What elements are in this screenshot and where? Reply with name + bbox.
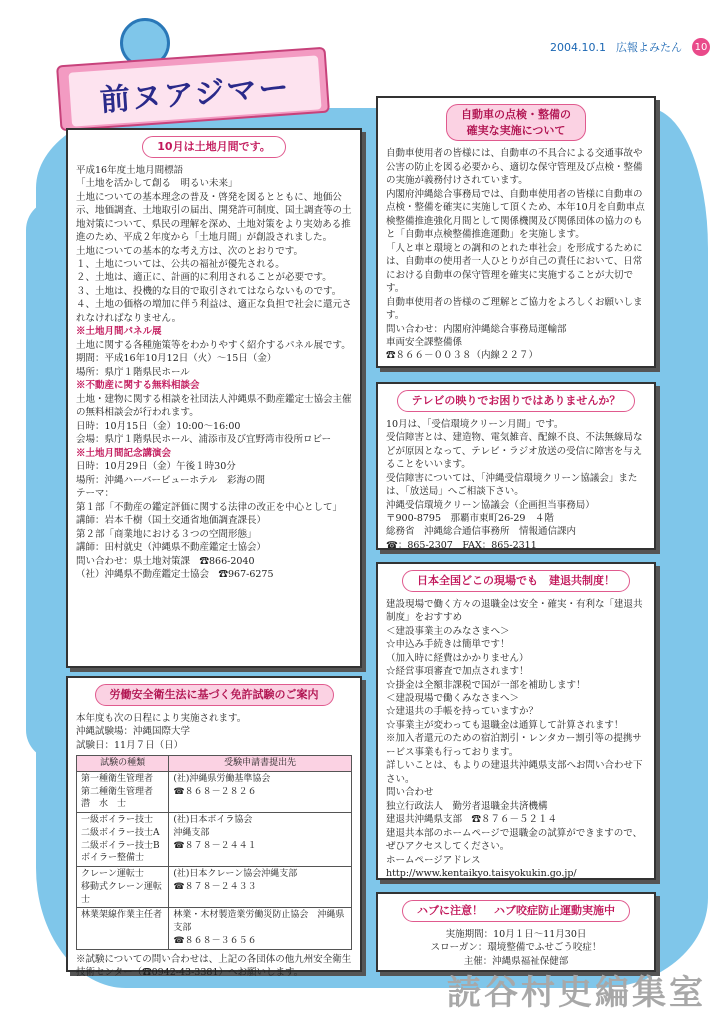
car-check-title: 自動車の点検・整備の 確実な実施について [446, 104, 586, 141]
exam-submit-cell: (社)日本ボイラ協会 沖縄支部 ☎８７８－２４４１ [169, 813, 352, 867]
tv-reception-line: 総務省 沖縄総合通信事務所 情報通信課内 [386, 526, 577, 538]
publication-name: 広報よみたん [616, 41, 682, 54]
construction-line: http://www.kentaikyo.taisyokukin.go.jp/ [386, 868, 577, 880]
habu-line: スローガン：環境整備でふせごう咬症！ [430, 942, 602, 954]
exam-type-cell: クレーン運転士 移動式クレーン運転士 [77, 867, 169, 908]
land-month-line: ※土地月間記念講演会 [76, 447, 172, 459]
construction-line: ＜建設事業主のみなさまへ＞ [386, 625, 510, 637]
land-month-line: 第１部「不動産の鑑定評価に関する法律の改正を中心として」 [76, 501, 343, 513]
land-month-line: 期間：平成16年10月12日（火）～15日（金） [76, 353, 277, 365]
land-month-line: 平成16年度土地月間標語 [76, 164, 184, 176]
construction-body [386, 598, 646, 881]
tv-reception-line: 受信障害とは、建造物、電気雑音、配線不良、不法無線局などが原因となって、テレビ・ラジオ放送の受信に障害を与えることをいいます。 [386, 432, 643, 471]
construction-line: ☆経営事項審査で加点されます！ [386, 666, 529, 678]
car-check-line: 内閣府沖縄総合事務局では、自動車使用者の皆様に自動車の点検・整備を確実に実施して頂くため、本年10月を自動車点検整備推進強化月間として関係機関及び関係団体の協力のもと「自動車点検整備推進運動」を実施します。 [386, 188, 645, 241]
land-month-line: 第２部「商業地における３つの空間形態」 [76, 528, 257, 540]
land-month-line: テーマ： [76, 488, 115, 500]
land-month-line: １、土地については、公共の福祉が優先される。 [76, 259, 285, 270]
tv-reception-body [386, 418, 646, 553]
construction-line: 建退共沖縄県支部 ☎８７６－５２１４ [386, 814, 558, 826]
car-check-body [386, 147, 646, 363]
exam-table-row [77, 771, 352, 812]
exam-table-row [77, 908, 352, 949]
tv-reception-line: 沖縄受信環境クリーン協議会（企画担当事務局） [386, 499, 595, 511]
land-month-line: ※不動産に関する無料相談会 [76, 380, 200, 392]
construction-line: 問い合わせ [386, 787, 434, 799]
land-month-line: ※土地月間パネル展 [76, 326, 162, 338]
construction-title: 日本全国どこの現場でも 建退共制度！ [402, 570, 630, 592]
exam-submit-cell: (社)沖縄県労働基準協会 ☎８６８－２８２６ [169, 771, 352, 812]
car-check-line: ☎８６６－００３８（内線２２７） [386, 350, 539, 362]
land-month-line: ３、土地は、投機的な目的で取引されてはならないものです。 [76, 285, 342, 297]
construction-article [376, 562, 656, 880]
tv-reception-line: ☎：865-2307 FAX：865-2311 [386, 539, 537, 551]
construction-line: 独立行政法人 勤労者退職金共済機構 [386, 800, 548, 812]
habu-line: 主催：沖縄県福祉保健部 [463, 955, 569, 967]
tv-reception-title: テレビの映りでお困りではありませんか？ [397, 390, 636, 412]
construction-line: ホームページアドレス [386, 854, 481, 866]
habu-title: ハブに注意！ ハブ咬症防止運動実施中 [402, 900, 630, 922]
land-month-line: 土地についての基本的な考え方は、次のとおりです。 [76, 245, 304, 257]
page-number: 10 [692, 38, 710, 56]
construction-line: ☆申込み手続きは簡単です！ [386, 639, 510, 651]
construction-line: 建退共本部のホームページで退職金の試算ができますので、ぜひアクセスしてください。 [386, 827, 643, 853]
exam-table-header: 試験の種類 [77, 756, 169, 772]
tv-reception-line: 10月は、「受信環境クリーン月間」です。 [386, 418, 564, 430]
exam-intro-line: 試験日：11月７日（日） [76, 739, 184, 751]
exam-submit-cell: 林業・木材製造業労働災防止協会 沖縄県支部 ☎８６８－３６５６ [169, 908, 352, 949]
land-month-line: 問い合わせ：県土地対策課 ☎866-2040 [76, 555, 255, 567]
habu-line: 実施期間：10月１日～11月30日 [445, 928, 587, 940]
land-month-line: ４、土地の価格の増加に伴う利益は、適正な負担で社会に還元されなければなりません。 [76, 299, 352, 324]
car-check-line: 問い合わせ：内閣府沖縄総合事務局運輸部 [386, 323, 567, 335]
land-month-line: 場所：県庁１階県民ホール [76, 366, 190, 378]
exam-type-cell: 林業架線作業主任者 [77, 908, 169, 949]
land-month-article [66, 128, 362, 668]
land-month-line: ２、土地は、適正に、計画的に利用されることが必要です。 [76, 272, 332, 284]
tv-reception-line: 〒900-8795 那覇市東町26-29 ４階 [386, 513, 554, 524]
exam-intro-line: 本年度も次の日程により実施されます。 [76, 712, 247, 724]
safety-exam-article [66, 676, 362, 979]
land-month-line: 土地に関する各種施策等をわかりやすく紹介するパネル展です。 [76, 339, 351, 351]
construction-line: 詳しいことは、もよりの建退共沖縄県支部へお問い合わせ下さい。 [386, 760, 643, 785]
car-check-line: 自動車使用者の皆様には、自動車の不具合による交通事故や公害の防止を図る必要から、適切な保守管理及び点検・整備の実施が義務付けされています。 [386, 148, 643, 187]
exam-intro-line: 沖縄試験場：沖縄国際大学 [76, 726, 191, 738]
construction-line: ＜建設現場で働くみなさまへ＞ [386, 693, 520, 704]
land-month-line: 講師：田村就史（沖縄県不動産鑑定士協会） [76, 542, 267, 554]
watermark: 読谷村史編集室 [447, 973, 706, 1013]
exam-table [76, 755, 352, 950]
tv-reception-line: 受信障害については、「沖縄受信環境クリーン協議会」または、「放送局」へご相談下さい。 [386, 472, 638, 498]
construction-line: （加入時に経費はかかりません） [386, 652, 529, 664]
exam-submit-cell: (社)日本クレーン協会沖縄支部 ☎８７８－２４３３ [169, 867, 352, 908]
safety-exam-title: 労働安全衛生法に基づく免許試験のご案内 [95, 684, 334, 706]
habu-body [386, 928, 646, 968]
land-month-line: 場所：沖縄ハーバービューホテル 彩海の間 [76, 474, 266, 486]
construction-line: ☆事業主が変わっても退職金は通算して計算されます！ [386, 719, 624, 731]
construction-line: ☆掛金は全額非課税で国が一部を補助します！ [386, 679, 586, 691]
land-month-line: （社）沖縄県不動産鑑定士協会 ☎967-6275 [76, 569, 274, 581]
car-check-line: 自動車使用者の皆様のご理解とご協力をよろしくお願いします。 [386, 296, 643, 322]
land-month-line: 土地・建物に関する相談を社団法人沖縄県不動産鑑定士協会主催の無料相談会が行われます。 [76, 393, 352, 419]
exam-table-row [77, 867, 352, 908]
tv-reception-article [376, 382, 656, 550]
land-month-line: 「土地を活かして創る 明るい未来」 [76, 178, 238, 190]
safety-exam-footer: ※試験についての問い合わせは、上記の各団体の他九州安全衛生技術センター（☎0942-43-3381）へお願いします。 [76, 953, 352, 979]
land-month-body [76, 164, 352, 582]
safety-exam-intro [76, 712, 352, 752]
land-month-line: 日時：10月15日（金）10:00～16:00 [76, 420, 241, 432]
construction-line: 建設現場で働く方々の退職金は安全・確実・有利な「建退共制度」をおすすめ [386, 598, 643, 624]
car-check-line: 車両安全課整備係 [386, 337, 463, 348]
land-month-line: 講師：岩本千樹（国土交通省地価調査課長） [76, 515, 267, 527]
exam-table-header: 受験申請書提出先 [169, 756, 352, 772]
land-month-line: 会場：県庁１階県民ホール、浦添市及び宜野湾市役所ロビー [76, 434, 332, 446]
car-check-article [376, 96, 656, 368]
exam-type-cell: 一級ボイラー技士 二級ボイラー技士A 二級ボイラー技士B ボイラー整備士 [77, 813, 169, 867]
habu-article [376, 892, 656, 972]
exam-type-cell: 第一種衛生管理者 第二種衛生管理者 潜 水 士 [77, 771, 169, 812]
car-check-line: 「人と車と環境との調和のとれた車社会」を形成するためには、自動車の使用者一人ひとりが自己の責任において、日常における自動車の保守管理を確実に実施することが大切です。 [386, 242, 643, 295]
land-month-line: 日時：10月29日（金）午後１時30分 [76, 461, 236, 473]
page-header [550, 38, 710, 56]
land-month-title: 10月は土地月間です。 [142, 136, 285, 158]
section-logo-text: 前ヌアジマー [98, 70, 292, 119]
exam-table-row [77, 813, 352, 867]
construction-line: ※加入者還元のための宿泊割引・レンタカー割引等の提携サービス事業も行っております。 [386, 733, 642, 758]
issue-date: 2004.10.1 [550, 40, 606, 54]
land-month-line: 土地についての基本理念の普及・啓発を図るとともに、地価公示、地価調査、土地取引の届出、開発許可制度、国土調査等の土地対策について、県民の理解を深め、土地対策をより実効ある推進のため、平成２年度から「土地月間」が創設されました。 [76, 191, 352, 244]
construction-line: ☆建退共の手帳を持っていますか？ [386, 706, 539, 718]
